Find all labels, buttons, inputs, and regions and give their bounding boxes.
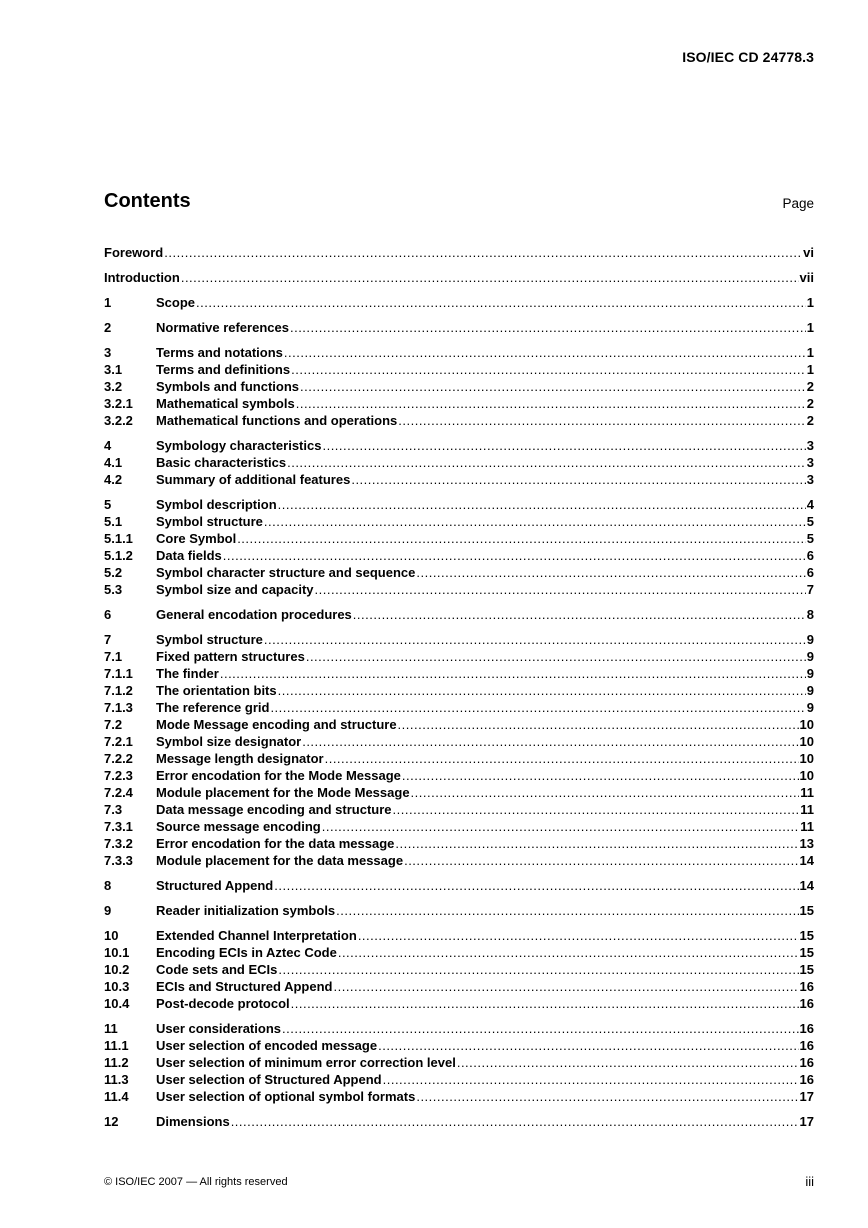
toc-leader-dots [411,784,800,801]
toc-entry-number: 7.3 [104,802,123,817]
toc-entry-title: Module placement for the data message [156,853,404,868]
toc-entry-title: Module placement for the Mode Message [156,785,410,800]
toc-entry-number: 7.1.1 [104,666,133,681]
toc-entry-page: 14 [799,878,814,893]
toc-entry-page: 15 [799,945,814,960]
toc-leader-dots [278,496,806,513]
toc-entry[interactable] [104,961,814,978]
toc-entry-number: 5.1 [104,514,123,529]
toc-entry-page: 6 [806,565,814,580]
toc-entry-page: 5 [806,514,814,529]
toc-entry-title: Foreword [104,245,164,260]
toc-entry-page: 16 [799,1072,814,1087]
toc-entry-title: ECIs and Structured Append [156,979,333,994]
toc-entry-number: 7.1.2 [104,683,133,698]
toc-entry[interactable] [104,378,814,395]
toc-entry-title: Symbol size and capacity [156,582,314,597]
toc-entry[interactable] [104,665,814,682]
toc-entry[interactable] [104,606,814,623]
toc-leader-dots [291,995,799,1012]
toc-entry-title: Terms and notations [156,345,283,360]
toc-leader-dots [395,835,798,852]
toc-entry-number: 3.2.1 [104,396,133,411]
toc-leader-dots [416,1088,798,1105]
toc-entry-page: 15 [799,962,814,977]
toc-leader-dots [284,344,806,361]
toc-entry-number: 5.1.1 [104,531,133,546]
toc-entry-page: 2 [806,413,814,428]
toc-entry-title: Symbols and functions [156,379,300,394]
page-column-label: Page [782,196,814,211]
toc-entry-page: 8 [806,607,814,622]
toc-entry[interactable] [104,454,814,471]
toc-entry-page: 11 [800,802,814,817]
toc-leader-dots [220,665,806,682]
toc-entry-number: 10.3 [104,979,130,994]
toc-entry[interactable] [104,682,814,699]
toc-entry-number: 9 [104,903,112,918]
toc-leader-dots [291,361,806,378]
toc-entry[interactable] [104,927,814,944]
toc-leader-dots [398,716,799,733]
toc-leader-dots [290,319,806,336]
toc-entry[interactable] [104,978,814,995]
toc-leader-dots [164,244,802,261]
toc-entry-title: Encoding ECIs in Aztec Code [156,945,337,960]
toc-entry-title: User selection of encoded message [156,1038,378,1053]
toc-entry-number: 12 [104,1114,119,1129]
toc-leader-dots [237,530,806,547]
toc-entry-title: Symbol size designator [156,734,302,749]
toc-entry-number: 6 [104,607,112,622]
toc-entry-page: 2 [806,379,814,394]
toc-leader-dots [325,750,799,767]
toc-entry-page: 3 [806,472,814,487]
toc-entry-number: 11 [104,1021,118,1036]
toc-entry[interactable] [104,496,814,513]
toc-entry-page: 15 [799,903,814,918]
contents-heading: Contents [104,190,191,212]
toc-entry-title: Mode Message encoding and structure [156,717,397,732]
toc-leader-dots [287,454,806,471]
toc-entry-number: 4.2 [104,472,123,487]
toc-entry-page: 9 [806,700,814,715]
toc-entry-page: vii [799,270,814,285]
toc-leader-dots [398,412,806,429]
toc-entry[interactable] [104,995,814,1012]
page-number: iii [805,1174,814,1189]
toc-entry-page: 16 [799,1055,814,1070]
toc-entry[interactable] [104,877,814,894]
toc-entry-title: Error encodation for the data message [156,836,395,851]
toc-entry-number: 10.4 [104,996,130,1011]
toc-entry[interactable] [104,835,814,852]
toc-leader-dots [223,547,806,564]
toc-entry-title: Structured Append [156,878,274,893]
toc-entry-title: The orientation bits [156,683,277,698]
toc-entry-title: User selection of Structured Append [156,1072,382,1087]
toc-entry-number: 10.2 [104,962,130,977]
toc-entry-page: 9 [806,666,814,681]
toc-entry-title: General encodation procedures [156,607,352,622]
toc-leader-dots [296,395,806,412]
toc-entry-number: 7.3.2 [104,836,133,851]
toc-entry[interactable] [104,437,814,454]
toc-entry-title: Mathematical functions and operations [156,413,398,428]
toc-entry[interactable] [104,750,814,767]
toc-entry-page: 3 [806,455,814,470]
toc-entry[interactable] [104,564,814,581]
toc-entry-page: 10 [799,717,814,732]
toc-leader-dots [282,1020,799,1037]
toc-leader-dots [264,513,806,530]
toc-entry[interactable] [104,648,814,665]
toc-entry-number: 7.2.2 [104,751,133,766]
toc-entry-number: 7.2.3 [104,768,133,783]
toc-entry[interactable] [104,699,814,716]
toc-leader-dots [300,378,806,395]
toc-entry-title: User considerations [156,1021,281,1036]
toc-entry[interactable] [104,1088,814,1105]
toc-entry-title: Message length designator [156,751,324,766]
toc-entry-page: 16 [799,996,814,1011]
toc-entry[interactable] [104,319,814,336]
toc-entry[interactable] [104,902,814,919]
toc-entry-number: 4 [104,438,112,453]
toc-entry-number: 7.3.1 [104,819,133,834]
toc-entry-number: 5.2 [104,565,123,580]
toc-leader-dots [358,927,799,944]
toc-entry[interactable] [104,767,814,784]
toc-entry-title: Source message encoding [156,819,321,834]
document-id: ISO/IEC CD 24778.3 [682,49,814,65]
toc-entry-title: Summary of additional features [156,472,351,487]
toc-entry[interactable] [104,818,814,835]
toc-entry[interactable] [104,244,814,261]
toc-leader-dots [270,699,805,716]
toc-entry[interactable] [104,1037,814,1054]
toc-entry-title: Terms and definitions [156,362,291,377]
toc-entry-page: 13 [799,836,814,851]
toc-entry-title: Data fields [156,548,222,563]
toc-entry-title: Error encodation for the Mode Message [156,768,401,783]
toc-entry-page: 9 [806,683,814,698]
toc-entry-page: 1 [806,345,814,360]
toc-entry-title: The reference grid [156,700,270,715]
toc-entry-number: 7.3.3 [104,853,133,868]
toc-entry[interactable] [104,547,814,564]
toc-entry-title: Fixed pattern structures [156,649,305,664]
toc-entry-title: Core Symbol [156,531,237,546]
toc-leader-dots [457,1054,799,1071]
toc-leader-dots [278,961,798,978]
toc-entry-number: 11.3 [104,1072,129,1087]
toc-entry-page: 16 [799,1038,814,1053]
toc-entry[interactable] [104,471,814,488]
toc-entry-number: 5.1.2 [104,548,133,563]
toc-entry-page: 9 [806,632,814,647]
toc-entry[interactable] [104,1054,814,1071]
toc-leader-dots [278,682,806,699]
toc-entry[interactable] [104,733,814,750]
toc-entry-number: 7.2.4 [104,785,133,800]
toc-entry[interactable] [104,269,814,286]
toc-entry-page: 15 [799,928,814,943]
toc-entry-title: Mathematical symbols [156,396,295,411]
toc-entry-number: 11.1 [104,1038,129,1053]
toc-entry-number: 2 [104,320,112,335]
toc-leader-dots [336,902,798,919]
toc-leader-dots [404,852,798,869]
toc-entry-page: 7 [806,582,814,597]
toc-entry-title: Symbol structure [156,632,263,647]
toc-entry-page: 16 [799,1021,814,1036]
toc-entry-number: 8 [104,878,112,893]
toc-leader-dots [333,978,798,995]
toc-entry-page: 4 [806,497,814,512]
toc-entry-page: 3 [806,438,814,453]
toc-entry-page: 1 [806,320,814,335]
toc-entry-number: 5.3 [104,582,123,597]
copyright-notice: © ISO/IEC 2007 — All rights reserved [104,1176,288,1188]
toc-entry-number: 11.2 [104,1055,129,1070]
toc-entry-page: 6 [806,548,814,563]
toc-entry[interactable] [104,1020,814,1037]
toc-entry-title: Basic characteristics [156,455,287,470]
toc-entry-number: 4.1 [104,455,123,470]
toc-entry-page: 10 [799,768,814,783]
toc-entry[interactable] [104,852,814,869]
toc-entry-title: User selection of minimum error correction level [156,1055,456,1070]
toc-entry-number: 3 [104,345,112,360]
toc-entry-title: User selection of optional symbol formats [156,1089,416,1104]
toc-entry[interactable] [104,513,814,530]
toc-leader-dots [402,767,799,784]
toc-entry-number: 5 [104,497,112,512]
toc-leader-dots [274,877,798,894]
toc-leader-dots [231,1113,799,1130]
toc-entry-title: Symbol description [156,497,277,512]
toc-leader-dots [264,631,806,648]
toc-entry[interactable] [104,412,814,429]
toc-entry-title: Symbology characteristics [156,438,322,453]
toc-entry-number: 7.1.3 [104,700,133,715]
toc-entry-number: 7.1 [104,649,123,664]
toc-entry-page: 11 [800,785,814,800]
toc-entry-title: Symbol structure [156,514,263,529]
toc-entry[interactable] [104,784,814,801]
toc-entry-number: 7.2 [104,717,123,732]
toc-leader-dots [306,648,806,665]
toc-entry-number: 7.2.1 [104,734,133,749]
toc-entry-page: 9 [806,649,814,664]
toc-leader-dots [322,818,800,835]
toc-leader-dots [383,1071,799,1088]
toc-entry-title: Symbol character structure and sequence [156,565,416,580]
toc-entry-title: Dimensions [156,1114,230,1129]
toc-entry-number: 7 [104,632,112,647]
toc-entry[interactable] [104,1113,814,1130]
toc-leader-dots [302,733,798,750]
toc-entry[interactable] [104,1071,814,1088]
toc-entry-page: 11 [800,819,814,834]
toc-entry[interactable] [104,344,814,361]
toc-leader-dots [196,294,806,311]
toc-entry-title: Post-decode protocol [156,996,290,1011]
toc-entry-number: 10 [104,928,119,943]
toc-leader-dots [378,1037,798,1054]
toc-entry-number: 3.2 [104,379,123,394]
toc-leader-dots [353,606,806,623]
toc-entry-page: vi [803,245,814,260]
toc-entry-number: 11.4 [104,1089,129,1104]
toc-entry-title: The finder [156,666,219,681]
toc-entry-number: 10.1 [104,945,130,960]
toc-entry[interactable] [104,716,814,733]
toc-entry-number: 3.1 [104,362,123,377]
toc-entry-title: Data message encoding and structure [156,802,392,817]
toc-entry-number: 3.2.2 [104,413,133,428]
toc-entry-page: 17 [799,1089,814,1104]
toc-entry-title: Code sets and ECIs [156,962,278,977]
toc-entry-page: 14 [799,853,814,868]
toc-entry-page: 10 [799,734,814,749]
toc-entry[interactable] [104,631,814,648]
toc-entry-page: 10 [799,751,814,766]
toc-leader-dots [338,944,799,961]
toc-entry[interactable] [104,530,814,547]
table-of-contents [104,244,814,1130]
toc-leader-dots [315,581,806,598]
toc-leader-dots [181,269,799,286]
toc-entry[interactable] [104,395,814,412]
toc-entry[interactable] [104,944,814,961]
toc-leader-dots [351,471,805,488]
toc-entry-title: Introduction [104,270,180,285]
toc-entry-title: Scope [156,295,196,310]
toc-leader-dots [322,437,805,454]
toc-entry-page: 17 [799,1114,814,1129]
toc-entry[interactable] [104,361,814,378]
toc-entry-title: Reader initialization symbols [156,903,336,918]
toc-entry[interactable] [104,581,814,598]
toc-entry-title: Normative references [156,320,289,335]
toc-entry-page: 1 [806,362,814,377]
toc-leader-dots [416,564,805,581]
toc-entry-page: 1 [806,295,814,310]
toc-entry[interactable] [104,294,814,311]
toc-entry-number: 1 [104,295,112,310]
toc-entry-page: 16 [799,979,814,994]
toc-entry-page: 2 [806,396,814,411]
toc-entry-title: Extended Channel Interpretation [156,928,357,943]
toc-entry-page: 5 [806,531,814,546]
toc-leader-dots [393,801,800,818]
toc-entry[interactable] [104,801,814,818]
